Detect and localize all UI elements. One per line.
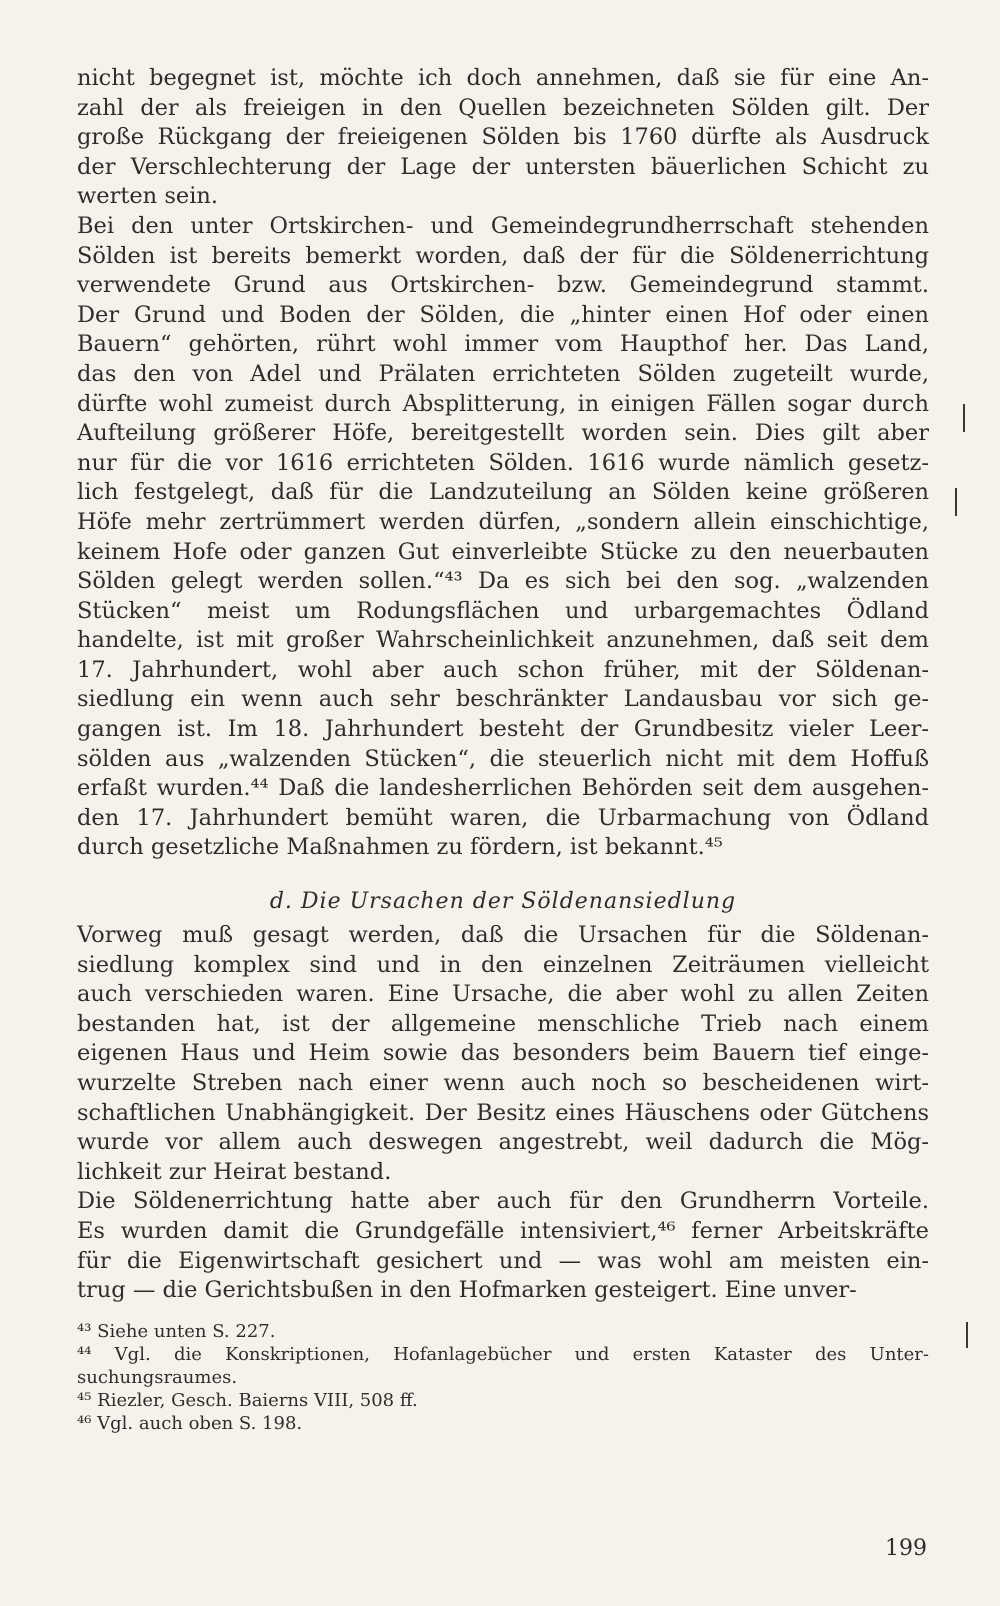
footnotes [77,1320,929,1435]
text-line: werten sein. [77,183,219,210]
text-line: nicht begegnet ist, möchte ich doch annehmen, daß sie für eine An- [77,65,929,91]
footnote-line: suchungsraumes. [77,1366,238,1388]
footnote-line: ⁴³ Siehe unten S. 227. [77,1320,276,1342]
text-line: auch verschieden waren. Eine Ursache, die aber wohl zu allen Zeiten [77,981,929,1008]
text-line: gangen ist. Im 18. Jahrhundert besteht der Grundbesitz vieler Leer- [77,716,929,743]
margin-mark [966,1322,968,1348]
text-line: Sölden ist bereits bemerkt worden, daß der für die Söldenerrichtung [77,242,929,269]
text-line: erfaßt wurden.⁴⁴ Daß die landesherrlichen Behörden seit dem ausgehen- [77,775,929,802]
paragraph-block-1 [77,64,929,863]
page-number: 199 [885,1536,927,1561]
margin-mark [955,488,957,516]
text-line: Es wurden damit die Grundgefälle intensiviert,⁴⁶ ferner Arbeitskräfte [77,1217,929,1244]
text-line: wurzelte Streben nach einer wenn auch noch so bescheidenen wirt- [77,1070,929,1096]
text-line: der Verschlechterung der Lage der untersten bäuerlichen Schicht zu [77,153,929,180]
text-line: Bauern“ gehörten, rührt wohl immer vom Haupthof her. Das Land, [77,331,929,358]
text-line: 17. Jahrhundert, wohl aber auch schon früher, mit der Söldenan- [77,656,929,683]
text-line: den 17. Jahrhundert bemüht waren, die Urbarmachung von Ödland [77,804,929,831]
text-line: keinem Hofe oder ganzen Gut einverleibte Stücke zu den neuerbauten [77,538,929,565]
text-line: große Rückgang der freieigenen Sölden bis 1760 dürfte als Ausdruck [77,124,929,151]
text-line: Die Söldenerrichtung hatte aber auch für den Grundherrn Vorteile. [77,1188,929,1215]
text-line: wurde vor allem auch deswegen angestrebt, weil dadurch die Mög- [77,1129,929,1156]
text-line: Bei den unter Ortskirchen- und Gemeindegrundherrschaft stehenden [77,212,929,239]
text-line: das den von Adel und Prälaten errichteten Sölden zugeteilt wurde, [77,360,929,387]
text-line: zahl der als freieigen in den Quellen bezeichneten Sölden gilt. Der [77,94,929,121]
margin-mark [963,404,965,432]
text-line: Vorweg muß gesagt werden, daß die Ursachen für die Söldenan- [77,922,929,949]
footnote-line: ⁴⁵ Riezler, Gesch. Baierns VIII, 508 ff. [77,1389,418,1411]
text-line: sölden aus „walzenden Stücken“, die steuerlich nicht mit dem Hoffuß [77,745,929,772]
text-line: Sölden gelegt werden sollen.“⁴³ Da es sich bei den sog. „walzenden [77,568,929,595]
text-line: schaftlichen Unabhängigkeit. Der Besitz eines Häuschens oder Gütchens [77,1099,929,1126]
text-line: nur für die vor 1616 errichteten Sölden. 1616 wurde nämlich gesetz- [77,449,929,476]
footnote-line: ⁴⁶ Vgl. auch oben S. 198. [77,1412,303,1434]
text-line: lich festgelegt, daß für die Landzuteilung an Sölden keine größeren [77,479,929,506]
text-line: verwendete Grund aus Ortskirchen- bzw. Gemeindegrund stammt. [77,272,929,299]
text-line: siedlung ein wenn auch sehr beschränkter Landausbau vor sich ge- [77,686,929,713]
text-line: Stücken“ meist um Rodungsflächen und urbargemachtes Ödland [77,597,929,624]
text-line: trug — die Gerichtsbußen in den Hofmarken gesteigert. Eine unver- [77,1277,857,1304]
text-line: durch gesetzliche Maßnahmen zu fördern, ist bekannt.⁴⁵ [77,834,723,861]
page-content [77,64,929,1435]
text-line: dürfte wohl zumeist durch Absplitterung, in einigen Fällen sogar durch [77,390,929,417]
text-line: Aufteilung größerer Höfe, bereitgestellt worden sein. Dies gilt aber [77,420,929,447]
text-line: Der Grund und Boden der Sölden, die „hinter einen Hof oder einen [77,301,929,328]
text-line: eigenen Haus und Heim sowie das besonders beim Bauern tief einge- [77,1040,929,1067]
text-line: siedlung komplex sind und in den einzelnen Zeiträumen vielleicht [77,951,929,978]
section-heading: d. Die Ursachen der Söldenansiedlung [269,889,737,915]
text-line: bestanden hat, ist der allgemeine menschliche Trieb nach einem [77,1010,929,1037]
footnote-line: ⁴⁴ Vgl. die Konskriptionen, Hofanlagebücher und ersten Kataster des Unter- [77,1343,929,1365]
text-line: handelte, ist mit großer Wahrscheinlichkeit anzunehmen, daß seit dem [77,627,929,654]
text-line: für die Eigenwirtschaft gesichert und — was wohl am meisten ein- [77,1247,929,1274]
text-line: Höfe mehr zertrümmert werden dürfen, „sondern allein einschichtige, [77,508,929,535]
paragraph-block-2 [77,921,929,1306]
text-line: lichkeit zur Heirat bestand. [77,1158,392,1185]
